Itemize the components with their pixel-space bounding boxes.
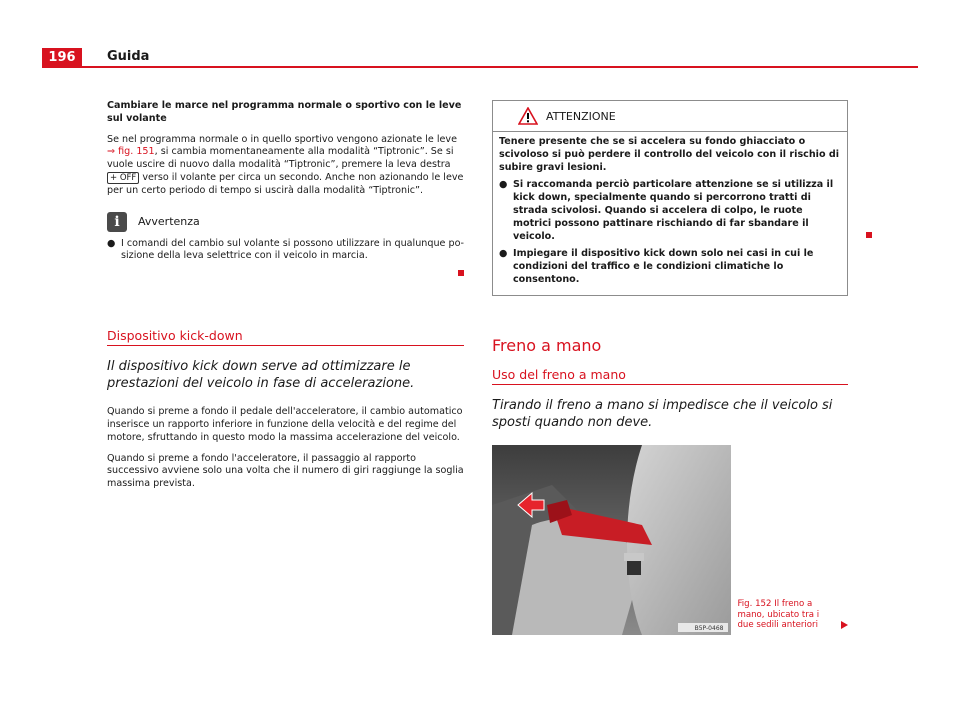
kickdown-paragraph-2: Quando si preme a fondo l'acceleratore, il passaggio al rapporto successivo avviene solo una volta che il numero di giri raggiunge la soglia massima prevista. <box>107 452 464 490</box>
warning-bullet-1: ● Si raccomanda perciò particolare attenzione se si utilizza il kick down, specialmente quando si percorrono tratti di strada scivolosi. Quando si accelera di colpo, le ruote motrici possono pattinare rischiando di far sbandare il veicolo. <box>499 179 834 242</box>
handbrake-photo <box>492 445 731 635</box>
warning-header <box>493 101 847 132</box>
plus-off-key: + OFF <box>107 172 139 184</box>
end-of-warning-marker <box>866 232 872 238</box>
page-number: 196 <box>42 48 82 68</box>
warning-bullet-2: ● Impiegare il dispositivo kick down solo nei casi in cui le condizioni del traffico e le condizioni climatiche lo consentono. <box>499 248 814 285</box>
kickdown-title: Dispositivo kick-down <box>107 328 243 344</box>
left-column <box>107 100 464 499</box>
handbrake-lead: Tirando il freno a mano si impedisce che il veicolo si sposti quando non deve. <box>492 397 833 430</box>
figure-link[interactable]: ⇒ fig. 151 <box>107 146 155 158</box>
figure-caption: Fig. 152 Il freno a mano, ubicato tra i due sedili anteriori <box>737 599 820 631</box>
handbrake-illustration <box>492 445 731 635</box>
kickdown-lead: Il dispositivo kick down serve ad ottimizzare le prestazioni del veicolo in fase di accelerazione. <box>107 359 415 392</box>
paddle-paragraph: Se nel programma normale o in quello sportivo vengono azionate le leve ⇒ fig. 151, si cambia momentaneamente alla modalità “Tiptronic”. Se si vuole uscire di nuovo dalla modalità “Tiptronic”, premere la leva destra + OFF verso il volante per circa un secondo. Anche non azionando le leve per un certo periodo di tempo si uscirà dalla modalità “Tiptronic”. <box>107 133 464 196</box>
note-bullet-item <box>107 238 464 264</box>
chapter-title: Freno a mano <box>492 335 602 355</box>
end-of-note-marker <box>458 270 464 276</box>
right-column <box>492 100 848 635</box>
continue-arrow-icon <box>841 621 848 629</box>
paddle-heading: Cambiare le marce nel programma normale o sportivo con le leve sul volante <box>107 100 462 124</box>
warning-title: ATTENZIONE <box>546 109 616 123</box>
figure-row <box>492 445 848 635</box>
warning-paragraph: Tenere presente che se si accelera su fondo ghiacciato o scivoloso si può perdere il controllo del veicolo con il rischio di subire gravi lesioni. <box>499 136 840 173</box>
photo-code: B5P-0468 <box>694 624 724 632</box>
note-header <box>107 212 464 232</box>
header-section-title: Guida <box>107 49 150 64</box>
kickdown-paragraph-1: Quando si preme a fondo il pedale dell'acceleratore, il cambio automatico inserisce un rapporto inferiore in funzione della velocità e del regime del motore, sfruttando in questo modo la massima accelerazione del veicolo. <box>107 406 463 443</box>
note-text: I comandi del cambio sul volante si possono utilizzare in qualunque posizione della leva selettrice con il veicolo in marcia. <box>121 237 464 262</box>
info-icon: i <box>107 212 127 232</box>
bullet-dot: ● <box>499 179 508 191</box>
subsection-title: Uso del freno a mano <box>492 366 626 382</box>
warning-body <box>493 132 847 295</box>
header-rule <box>82 66 918 68</box>
kickdown-rule <box>107 345 464 346</box>
warning-box <box>492 100 848 296</box>
note-title: Avvertenza <box>138 215 200 229</box>
bullet-dot: ● <box>499 248 508 260</box>
bullet-dot: ● <box>107 237 116 249</box>
warning-triangle-icon <box>518 107 538 125</box>
subsection-rule <box>492 384 848 385</box>
